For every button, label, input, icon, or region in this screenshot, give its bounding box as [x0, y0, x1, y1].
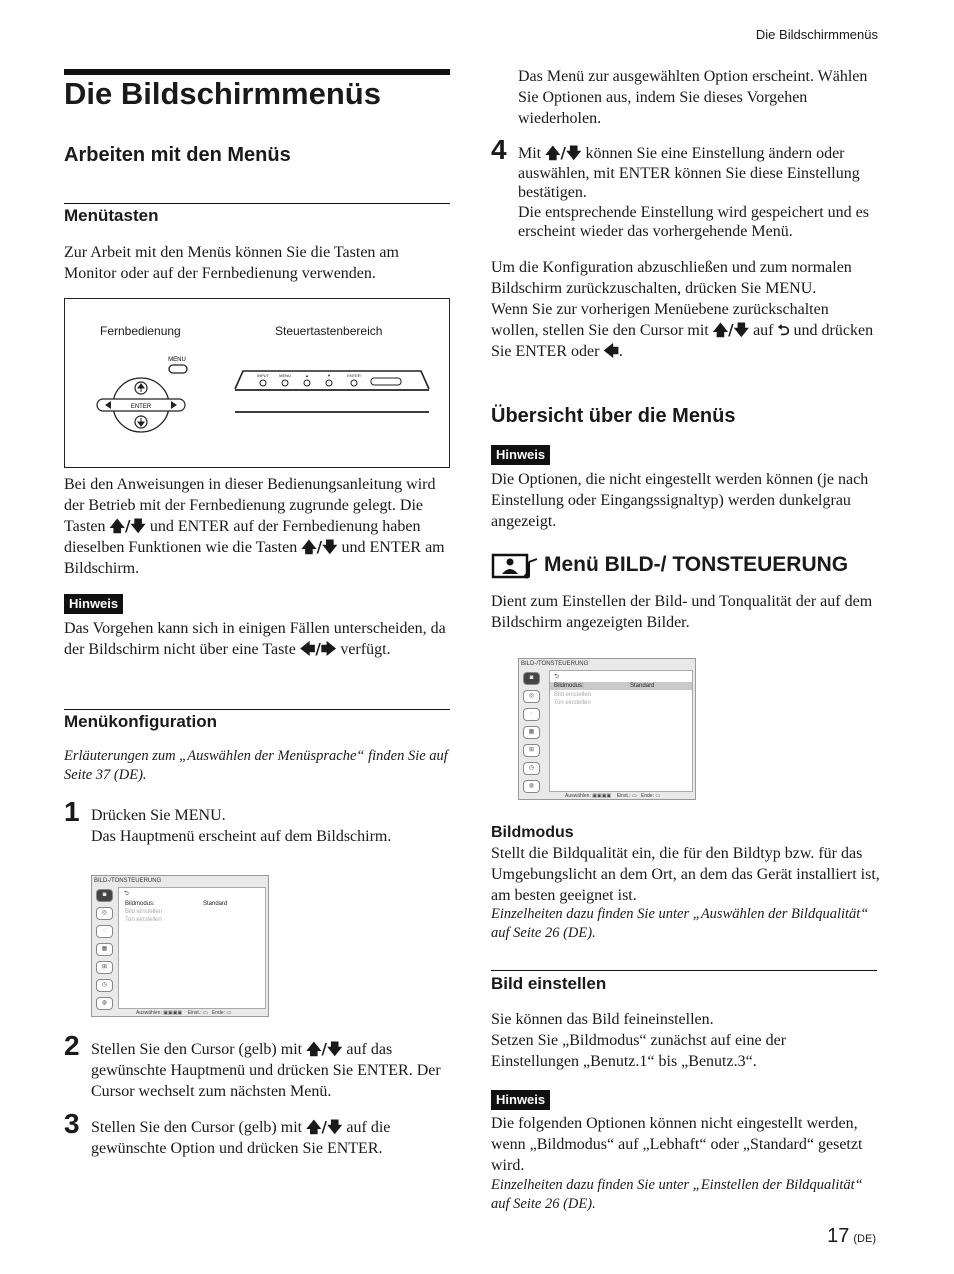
updown-arrow-icon: 🡅/🡇 [306, 1040, 343, 1058]
updown-arrow-icon: 🡅/🡇 [109, 517, 146, 535]
rule [491, 970, 877, 971]
updown-arrow-icon: 🡅/🡇 [545, 144, 582, 162]
svg-text:▲: ▲ [305, 373, 309, 378]
subheading-bildeinstellen: Bild einstellen [491, 974, 607, 993]
svg-text:INPUT: INPUT [257, 373, 269, 378]
remote-label: Fernbedienung [100, 324, 181, 338]
osd-menu-screenshot: BILD-/TONSTEUERUNG ◙ ◎ ◌ ▦ ⊞ ◷ ◍ ⮌ Bildmodus: Standard Bild einstellen Ton einstellen Auswählen: ▣▣▣▣ Einst.: ▭ Ende: ▭ [91, 875, 269, 1017]
leftright-arrow-icon: 🡄/🡆 [299, 640, 337, 658]
note-badge: Hinweis [491, 445, 550, 465]
note-text-3: Die folgenden Optionen können nicht eingestellt werden, wenn „Bildmodus“ auf „Lebhaft“ oder „Standard“ gesetzt wird. [491, 1115, 863, 1174]
rule [64, 709, 450, 710]
updown-arrow-icon: 🡅/🡇 [301, 538, 338, 556]
power-button [371, 378, 401, 385]
return-icon: ⮌ [777, 321, 790, 339]
subheading-bildmodus: Bildmodus [491, 824, 574, 841]
step-2-text: Stellen Sie den Cursor (gelb) mit 🡅/🡇 auf das gewünschte Hauptmenü und drücken Sie ENTER. Der Cursor wechselt zum nächsten Menü. [91, 1040, 441, 1100]
italic-ref-bildmodus: Einzelheiten dazu finden Sie unter „Auswählen der Bildqualität“ auf Seite 26 (DE). [491, 906, 869, 941]
step-number-4: 4 [491, 134, 507, 165]
page-number: 17 (DE) [827, 1225, 876, 1247]
panel-label: Steuertastenbereich [275, 324, 383, 338]
note-badge: Hinweis [64, 594, 123, 614]
paragraph-bildmodus: Stellt die Bildqualität ein, die für den Bildtyp bzw. für das Umgebungslicht an dem Ort, an dem das Gerät installiert ist, am besten geeignet ist. [491, 845, 880, 904]
rule [64, 203, 450, 204]
step-number-2: 2 [64, 1030, 80, 1061]
italic-ref-konfiguration: Erläuterungen zum „Auswählen der Menüsprache“ finden Sie auf Seite 37 (DE). [64, 748, 448, 783]
paragraph-bildeinstellen: Sie können das Bild feineinstellen. Setzen Sie „Bildmodus“ zunächst auf eine der Einstellungen „Benutz.1“ bis „Benutz.3“. [491, 1011, 787, 1070]
section-heading-bildton: Menü BILD-/ TONSTEUERUNG [544, 553, 849, 576]
section-heading-arbeiten: Arbeiten mit den Menüs [64, 144, 291, 166]
menu-button-label: MENU [168, 357, 186, 363]
note-badge: Hinweis [491, 1090, 550, 1110]
step-number-1: 1 [64, 796, 80, 827]
svg-text:▼: ▼ [327, 373, 331, 378]
paragraph-anweisungen: Bei den Anweisungen in dieser Bedienungsanleitung wird der Betrieb mit der Fernbedienung zugrunde gelegt. Die Tasten 🡅/🡇 und ENTER auf der Fernbedienung haben dieselben Funktionen wie die Tasten 🡅/🡇 und ENTER am Bildschirm. [64, 476, 445, 577]
svg-text:ENTER: ENTER [347, 373, 361, 378]
page-title: Die Bildschirmmenüs [64, 76, 381, 111]
subheading-konfiguration: Menükonfiguration [64, 712, 217, 731]
note-text-1: Das Vorgehen kann sich in einigen Fällen unterscheiden, da der Bildschirm nicht über eine Taste 🡄/🡆 verfügt. [64, 620, 446, 658]
paragraph-menutasten: Zur Arbeit mit den Menüs können Sie die Tasten am Monitor oder auf der Fernbedienung verwenden. [64, 244, 399, 282]
updown-arrow-icon: 🡅/🡇 [712, 321, 750, 339]
remote-control-drawing [65, 299, 451, 469]
updown-arrow-icon: 🡅/🡇 [306, 1118, 343, 1136]
section-heading-ubersicht: Übersicht über die Menüs [491, 405, 736, 427]
running-head: Die Bildschirmmenüs [755, 27, 878, 42]
title-bar [64, 69, 450, 75]
remote-figure [64, 298, 450, 468]
picture-sound-icon [491, 552, 539, 580]
step-3-continuation: Das Menü zur ausgewählten Option erscheint. Wählen Sie Optionen aus, indem Sie dieses Vorgehen wiederholen. [518, 68, 868, 127]
enter-button-label: ENTER [130, 404, 152, 410]
paragraph-konfig-abschliessen: Um die Konfiguration abzuschließen und zum normalen Bildschirm zurückzuschalten, drücken Sie MENU. Wenn Sie zur vorherigen Menüebene zurückschalten wollen, stellen Sie den Cursor mit 🡅/🡇 auf ⮌ und drücken Sie ENTER oder 🡄. [491, 259, 874, 360]
paragraph-bildton: Dient zum Einstellen der Bild- und Tonqualität der auf dem Bildschirm angezeigten Bilder. [491, 593, 873, 631]
svg-text:MENU: MENU [279, 373, 291, 378]
step-number-3: 3 [64, 1108, 80, 1139]
osd-menu-screenshot-highlighted: BILD-/TONSTEUERUNG ◙ ◎ ◌ ▦ ⊞ ◷ ◍ ⮌ Bildmodus: Standard Bild einstellen Ton einstellen Auswählen: ▣▣▣▣ Einst.: ▭ Ende: ▭ [518, 658, 696, 800]
step-3-text: Stellen Sie den Cursor (gelb) mit 🡅/🡇 auf die gewünschte Option und drücken Sie ENTER. [91, 1118, 391, 1157]
step-4-text: Mit 🡅/🡇 können Sie eine Einstellung ändern oder auswählen, mit ENTER können Sie diese Einstellung bestätigen. Die entsprechende Einstellung wird gespeichert und es erscheint wieder das vorhergehende Menü. [518, 144, 869, 240]
subheading-menutasten: Menütasten [64, 206, 159, 225]
menu-button [169, 365, 187, 373]
note-text-2: Die Optionen, die nicht eingestellt werden können (je nach Einstellung oder Eingangssignaltyp) werden dunkelgrau angezeigt. [491, 471, 869, 530]
left-arrow-icon: 🡄 [603, 342, 619, 360]
italic-ref-note3: Einzelheiten dazu finden Sie unter „Einstellen der Bildqualität“ auf Seite 26 (DE). [491, 1177, 863, 1212]
step-1-text: Drücken Sie MENU. Das Hauptmenü erscheint auf dem Bildschirm. [91, 807, 392, 845]
